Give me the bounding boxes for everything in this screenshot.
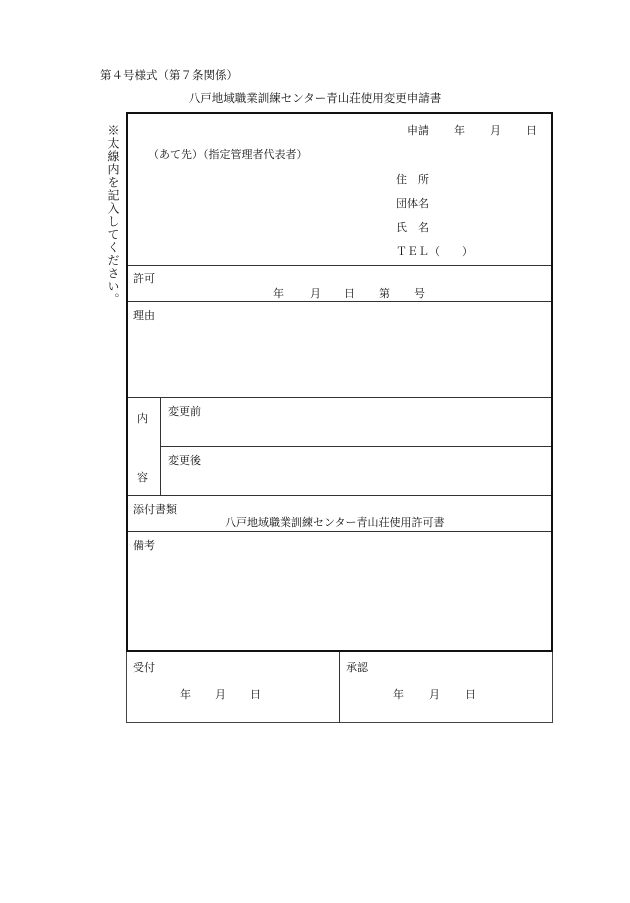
group-name-label: 団体名 [396, 197, 429, 210]
approval-year: 年 [393, 688, 404, 701]
main-form-box [126, 112, 553, 652]
application-month: 月 [490, 124, 501, 137]
reason-label: 理由 [133, 309, 155, 322]
approval-month: 月 [429, 688, 440, 701]
office-use-divider [339, 652, 340, 723]
permit-number-prefix: 第 [379, 287, 390, 300]
divider-reason [128, 397, 551, 398]
approval-day: 日 [465, 688, 476, 701]
application-year: 年 [454, 124, 465, 137]
addressee: （あて先）（指定管理者代表者） [148, 148, 308, 161]
remarks-label: 備考 [133, 539, 155, 552]
page-title: 八戸地域職業訓練センター青山荘使用変更申請書 [188, 91, 442, 105]
content-label-bottom: 容 [137, 471, 148, 484]
permit-year: 年 [273, 287, 284, 300]
tel-label: ＴＥＬ（ ） [396, 245, 473, 258]
reception-year: 年 [180, 688, 191, 701]
divider-before-after [160, 446, 551, 447]
application-day: 日 [526, 124, 537, 137]
reception-day: 日 [250, 688, 261, 701]
divider-permit [128, 301, 551, 302]
content-label-top: 内 [137, 412, 148, 425]
before-change-label: 変更前 [168, 405, 201, 418]
after-change-label: 変更後 [168, 454, 201, 467]
permit-number-suffix: 号 [414, 287, 425, 300]
application-label: 申請 [407, 124, 429, 137]
permit-month: 月 [310, 287, 321, 300]
divider-content [128, 495, 551, 496]
approval-label: 承認 [346, 661, 368, 674]
address-label: 住 所 [396, 173, 429, 186]
applicant-name-label: 氏 名 [396, 221, 429, 234]
divider-header [128, 265, 551, 266]
divider-attachment [128, 531, 551, 532]
permit-day: 日 [344, 287, 355, 300]
reception-month: 月 [215, 688, 226, 701]
permit-label: 許可 [133, 272, 155, 285]
form-number: 第４号様式（第７条関係） [100, 68, 238, 82]
reception-label: 受付 [133, 661, 155, 674]
attachment-value: 八戸地域職業訓練センター青山荘使用許可書 [225, 516, 445, 529]
attachment-label: 添付書類 [133, 503, 177, 516]
side-note: ※太線内を記入してください。 [106, 124, 120, 306]
